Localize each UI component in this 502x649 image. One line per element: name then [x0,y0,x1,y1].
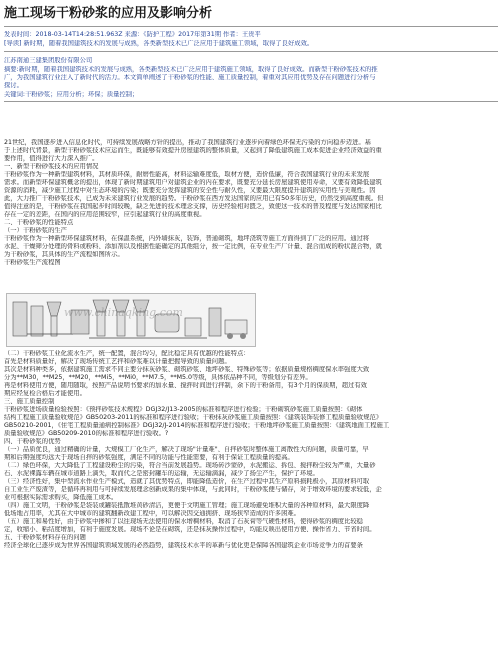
title-divider [4,26,498,27]
body-paragraph-line: 为干粉砂浆，其具体的生产流程如图所示。 [4,251,124,258]
body-paragraph-line: 水泥、干燥筛分处理的骨料或粉料、添加剂以及根据性能确定的其他组分，按一定比例，在专业生产厂计量、混合而成的粉状混合物，就 [4,243,382,250]
body-paragraph-line: 定，收缩小、粘结度增加，有利于施度发展。现场不论是在砌筑，还是抹灰操作过程中，均能反映出使用方便、操作省力、节省时间。 [4,526,376,533]
body-paragraph-line: 资源的消耗，减少施工过程中对生态环境的污染；既要充分发挥建筑的安全性与耐久性，又要最大限度提升建筑的实用性与美观性。因 [4,187,376,194]
body-paragraph-line: 此，大力推广干粉砂浆技术，已成为未来建筑行业发展的趋势。干粉砂浆在西方发达国家的应用已有50多年历史，仍然受到高度重视。但 [4,195,384,202]
body-paragraph-line: 首先是材料质量好，解决了现场传统工艺拌和砂浆难以计量把握导致的质量问题。 [4,358,231,365]
body-paragraph-line: 存在一定的差距，在国内的应用范围较窄，应引起建筑行业的高度重视。 [4,211,206,218]
body-paragraph-line: 干粉砂浆进场质量检验按照：《预拌砂浆技术规程》DGJ32/J13-2005的标准和程序进行检验；干粉砌筑砂浆施工质量按照：《砌体 [4,406,363,413]
body-paragraph-line: 期应经复检合格后才能使用。 [4,390,86,397]
body-paragraph-line: （三）经济性好，集中型流水作业生产模式，造就了其优势特点，即能降低造价，在生产过程中其生产原料损耗极小，其原材料可取 [4,478,370,485]
body-paragraph-line: GB50210-2001，《住宅工程质量通病控制标准》DGJ32/J-2014的标准和程序进行验收；干粉地坪砂浆施工质量按照：《建筑地面工程施工 [4,422,390,429]
body-paragraph-line: 业可根据实际需求购买，降低施工成本。 [4,494,118,501]
body-paragraph-line: （一）品质优良，通过精确的计量，大规模工厂化生产，解决了现场"计量难"、自拌砂浆时整体施工离散性大的问题，质量可靠，早 [4,446,369,453]
abstract-line: 探讨。 [4,82,23,89]
section-heading: 三、施工质量控制 [4,398,55,405]
production-flow-diagram [6,293,256,347]
section-heading: 二、干粉砂浆的性能特点 [4,219,74,226]
subsection-heading: （二）干粉砂浆工业化流水生产，统一配置，混合均匀，配比稳定具有优越的性能特点： [4,350,250,357]
body-paragraph-line: 五、干粉砂浆材料存在的问题 [4,534,86,541]
section-heading: 四、干粉砂浆的优势 [4,438,61,445]
body-paragraph-line: 21世纪，我国逐步进入信息化时代，可持续发展战略方针的提出，推动了我国建筑行业逐步向着绿色环保无污染的方向稳步迈进。基 [4,139,371,146]
abstract-line: 广，为我国建筑行业注入了新时代的活力。本文简单阐述了干粉砂浆的性能、施工质量控制，着重对其应用优势及存在问题进行分析与 [4,74,376,81]
body-paragraph-line: 要作用，值得进行大力深入推广。 [4,155,99,162]
body-paragraph-line: 需求。而新型环保建筑概念的提出，体现了新时期建筑用户对建筑企业的内在要求，既要充分延长房屋建筑使用寿命，又要有效降低建筑 [4,179,382,186]
body-paragraph-line: 分为**M30，**M25，**M20，**Mi5，**Mi0，**M7.5，**M5.0等级，具体依品种不同，等级划分有差异。 [4,374,312,381]
body-paragraph-line: 干粉砂浆作为一种新型建筑材料，其材质环保，耐磨性能高，材料运输难度低，取材方便，造价低廉，符合我国建筑行业的未来发展 [4,171,370,178]
body-paragraph-line: 自工业生产废渣等，是循环再利用与可持续发展理念创新成果的集中体现，与此同时，干粉砂浆便与储存，对于增效环境的要求较低，企 [4,486,382,493]
body-paragraph-line: 于上述时代背景，新型干粉砂浆技术应运而生，既能够有效提升房屋建筑的整体质量，又起到了降低建筑施工成本促进企业经济效益的重 [4,147,382,154]
meta-divider [4,51,498,52]
guide-text: [导读] 新时期，随着我国建筑技术的发展与成熟，各类新型技术已广泛应用于建筑施工领域，取得了良好成效。 [4,40,314,47]
article-title: 施工现场干粉砂浆的应用及影响分析 [4,6,213,21]
body-paragraph-line: 石、水泥裸露车辆在城市道路上滴失，取而代之是密封罐车的运输，无运输滴漏，减少了扬尘产生，保护了环境。 [4,470,319,477]
body-paragraph-line: （五）施工和易性好，由于砂浆中掺和了以往现场无法使用的保水增稠材料，取消了石灰膏等气硬性材料，使得砂浆的稠度比较稳 [4,518,363,525]
body-paragraph-line: 其次是材料种类多，依据建筑施工需求不同主要分抹灰砂浆、砌筑砂浆、地坪砂浆、特殊砂浆等；依据质量规格稠度保水率强度大致 [4,366,370,373]
body-paragraph-line: 干粉砂浆作为一种新型环保建筑材料，在保温系统，内外墙抹灰，装饰，普通砌筑，地坪浇筑等施工方面得到了广泛的应用。通过将 [4,235,370,242]
body-paragraph-line: 低场地占用率，尤其在大中城市的建筑翻新改建工程中，可以解决因交通拥挤、现场狭窄造成的许多困难。 [4,510,300,517]
article-meta: 发表时间：2018-03-14T14:28:51.963Z 来源：《防护工程》2017年第31期 作者：王贵平 [4,31,261,38]
body-paragraph-line: 质量验收规范》GB50209-2010的标准和程序进行验收。? [4,430,169,437]
body-paragraph-line: 再是材料使用方便，随用随取，按照产品说明书要求的加水量、搅拌时间进行拌制，余下的干粉备用，有3个月的保质期，超过有效 [4,382,367,389]
section-heading: 一、新型干粉砂浆技术的应用情况 [4,163,99,170]
body-paragraph-line: （二）绿色环保，大大降低了工程建设粉尘的污染，符合当前发展趋势。现场砖沙蒙砂，水泥搬运、拆包、搅拌粉尘较为严重，大量砂 [4,462,376,469]
abstract-line: 摘要:新时期，随着我国建筑技术的发展与成熟，各类新型技术已广泛应用于建筑施工领域，取得了良好成效。而新型干粉砂浆技术的推 [4,66,378,73]
body-paragraph-line: 结构工程施工质量验收规范》GB50203-2011的标准和程序进行验收；干粉抹灰砂浆施工质量按照：《建筑装饰装修工程质量验收规范》 [4,414,383,421]
section-heading: 经济全球化已逐步成为世界各国建筑领域发展的必然趋势，建筑技术水平的革新与优化更是保障各国建筑企业市场竞争力的首要条 [4,542,363,549]
watermark: www.chinaqking.com [64,306,183,319]
body-paragraph-line: 期和后期强度均远大于现场自拌的砂浆强度，满足不同的功能与性能需要，有利于保证工程质量的提高。 [4,454,294,461]
subsection-heading: （一）干粉砂浆的生产 [4,227,67,234]
keywords: 关键词:干粉砂浆；应用分析；环保；质量控制； [4,91,139,98]
author-affiliation: 江苏南通三建集团股份有限公司 [4,57,93,64]
abstract-divider [4,101,498,102]
body-paragraph-line: 值得注意的是，干粉砂浆在我国起步时间较晚，缺乏先进的技术理念支撑，历史经验相对匮乏，致使这一技术的普及程度与发达国家相比 [4,203,382,210]
figure-caption: 干粉砂浆生产流程图 [4,259,61,266]
body-paragraph-line: （四）施工文明，干粉砂浆是袋装或罐装抵散堆黄砂清洁，更便于文明施工管理；施工现场避免堆积大量的各种原材料，最大限度降 [4,502,370,509]
production-flow-illustration [7,294,255,346]
